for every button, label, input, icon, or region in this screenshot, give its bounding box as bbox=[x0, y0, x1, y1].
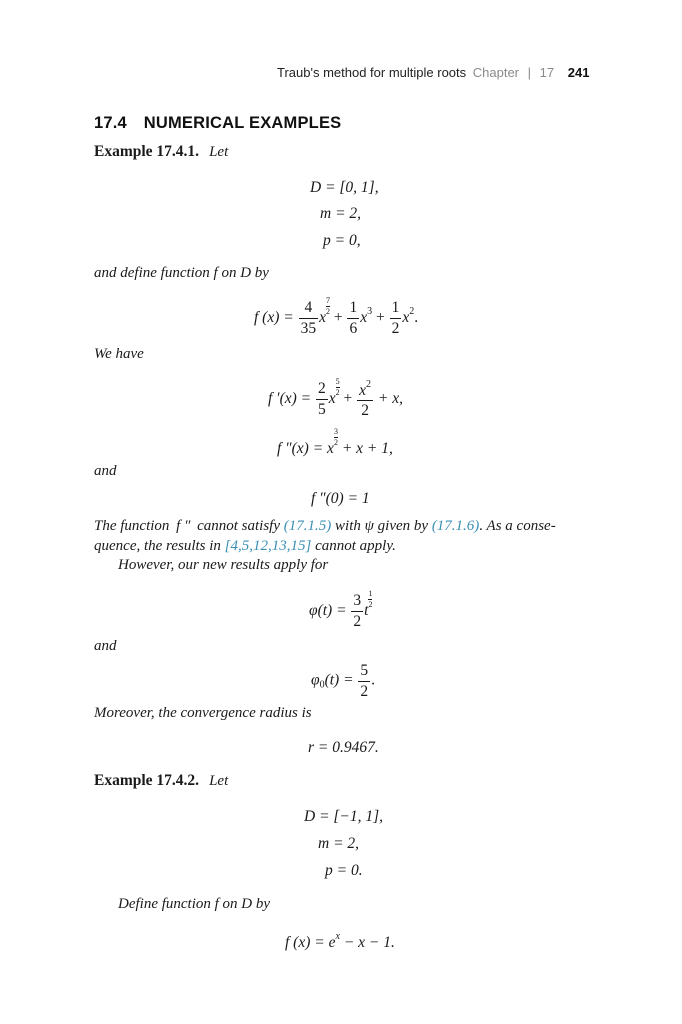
example-1-intro: Let bbox=[209, 144, 229, 160]
para-p5: quence, the results in bbox=[94, 538, 221, 554]
f-coef-3 bbox=[390, 300, 402, 336]
phi-lhs: φ(t) = bbox=[309, 602, 347, 619]
we-have-text: We have bbox=[94, 346, 144, 362]
fprime-coef-1-den: 5 bbox=[317, 400, 326, 418]
fprime-coef-1 bbox=[316, 381, 328, 417]
fprime-term-2-den: 2 bbox=[357, 400, 373, 419]
eq-fsecond bbox=[277, 428, 393, 458]
phi0-num: 5 bbox=[360, 662, 369, 679]
eq-radius: r = 0.9467. bbox=[308, 739, 379, 756]
para-p1: The function bbox=[94, 518, 170, 534]
example-2-intro: Let bbox=[209, 773, 229, 789]
define-text-2: Define function f on D by bbox=[118, 896, 271, 912]
and-text-2: and bbox=[94, 638, 117, 654]
paragraph-line-3: However, our new results apply for bbox=[118, 557, 329, 573]
phi-coef bbox=[351, 593, 363, 629]
f-exp-3: 2 bbox=[409, 306, 415, 317]
fprime-term-2-exp: 2 bbox=[366, 378, 372, 390]
ref-eq-17-1-6[interactable]: (17.1.6) bbox=[431, 518, 480, 534]
f-coef-3-den: 2 bbox=[391, 319, 400, 337]
f-exp-1-den: 2 bbox=[325, 307, 330, 316]
section-heading bbox=[94, 114, 341, 133]
fsecond-exp-num: 3 bbox=[333, 427, 338, 436]
para-p6: cannot apply. bbox=[315, 538, 396, 554]
example-1-heading bbox=[94, 143, 228, 161]
fsecond-exp-den: 2 bbox=[333, 438, 338, 447]
para-p2: cannot satisfy bbox=[197, 518, 281, 534]
section-title: NUMERICAL EXAMPLES bbox=[143, 114, 342, 132]
fprime-coef-1-num: 2 bbox=[317, 380, 326, 398]
eq-fprime: f ′(x) = $\frac{2}{5}$ x $^{\frac{5}{2}}$ + $\frac{x^2}{2}$ + x, bbox=[268, 377, 403, 420]
phi-exp bbox=[368, 590, 372, 609]
eq-phi0 bbox=[311, 663, 375, 699]
fsecond-tail: + x + 1, bbox=[341, 440, 393, 457]
and-text-1: and bbox=[94, 463, 117, 479]
phi-coef-den: 2 bbox=[353, 612, 362, 630]
f2-lhs: f (x) = e bbox=[285, 934, 336, 951]
phi0-value bbox=[358, 663, 370, 699]
eq-phi bbox=[309, 590, 372, 629]
f-coef-1-den: 35 bbox=[300, 319, 317, 337]
phi0-tail: . bbox=[371, 671, 376, 689]
phi0-symbol: φ bbox=[311, 671, 320, 689]
example-2-label: Example 17.4.2. bbox=[94, 772, 200, 789]
fsecond-lhs: f ″(x) = x bbox=[277, 440, 334, 457]
phi0-subscript: 0 bbox=[319, 679, 325, 691]
eq-multiplicity-2: m = 2, bbox=[318, 835, 360, 852]
f-coef-1 bbox=[299, 300, 319, 336]
f-coef-1-num: 4 bbox=[304, 299, 313, 317]
f2-tail: − x − 1. bbox=[343, 934, 395, 951]
phi-var: t bbox=[364, 602, 369, 619]
phi-exp-num: 1 bbox=[368, 589, 373, 598]
eq-domain-2: D = [−1, 1], bbox=[304, 808, 384, 825]
running-header bbox=[277, 65, 589, 80]
fprime-term-2-var: x bbox=[359, 381, 367, 399]
fprime-lhs: f ′(x) = bbox=[268, 390, 312, 407]
eq-multiplicity-1: m = 2, bbox=[320, 205, 362, 222]
fsecond-exp bbox=[334, 428, 338, 447]
define-text-1: and define function f on D by bbox=[94, 265, 269, 281]
page-number: 241 bbox=[567, 65, 590, 80]
eq-f-definition-1: f (x) = $\frac{4}{35}$ x $^{\frac{7}{2}}$ + $\frac{1}{6}$ $x^3$ + $\frac{1}{2}$ $x^2$. bbox=[254, 296, 419, 337]
paragraph-line-2 bbox=[94, 538, 396, 555]
fprime-term-2 bbox=[357, 380, 373, 419]
paragraph-line-1 bbox=[94, 518, 556, 535]
f-exp-2: 3 bbox=[367, 306, 373, 317]
eq-domain-1: D = [0, 1], bbox=[310, 179, 379, 196]
fprime-exp-1 bbox=[336, 378, 340, 397]
fprime-exp-1-den: 2 bbox=[335, 388, 340, 397]
para-p3: with ψ given by bbox=[335, 518, 429, 534]
eq-p-2: p = 0. bbox=[325, 862, 363, 879]
ref-citations[interactable]: [4,5,12,13,15] bbox=[224, 538, 312, 554]
phi0-den: 2 bbox=[360, 682, 369, 700]
eq-fsecond-zero: f ″(0) = 1 bbox=[311, 490, 370, 507]
f-lhs: f (x) = bbox=[254, 309, 294, 326]
phi0-lhs-rest: (t) = bbox=[324, 671, 354, 689]
fprime-tail: + x, bbox=[377, 390, 403, 407]
example-2-heading bbox=[94, 772, 228, 790]
eq-p-1: p = 0, bbox=[323, 232, 361, 249]
f2-exp: x bbox=[335, 931, 340, 942]
f-coef-2-num: 1 bbox=[349, 299, 358, 317]
para-p4: . As a conse- bbox=[479, 518, 556, 534]
f-coef-2 bbox=[347, 300, 359, 336]
radius-text: Moreover, the convergence radius is bbox=[94, 705, 312, 721]
chapter-number: 17 bbox=[539, 65, 555, 80]
chapter-label: Chapter bbox=[472, 65, 520, 80]
phi-exp-den: 2 bbox=[368, 600, 373, 609]
phi-coef-num: 3 bbox=[353, 592, 362, 610]
f-coef-3-num: 1 bbox=[391, 299, 400, 317]
f-exp-1 bbox=[326, 297, 330, 316]
running-title: Traub's method for multiple roots bbox=[277, 65, 467, 80]
eq-f-definition-2 bbox=[285, 931, 395, 952]
fprime-exp-1-num: 5 bbox=[335, 377, 340, 386]
section-number: 17.4 bbox=[94, 114, 127, 132]
ref-eq-17-1-5[interactable]: (17.1.5) bbox=[283, 518, 332, 534]
example-1-label: Example 17.4.1. bbox=[94, 143, 200, 160]
header-separator: | bbox=[527, 65, 532, 80]
para-fname: f ″ bbox=[176, 518, 191, 534]
f-coef-2-den: 6 bbox=[349, 319, 358, 337]
f-exp-1-num: 7 bbox=[325, 296, 330, 305]
